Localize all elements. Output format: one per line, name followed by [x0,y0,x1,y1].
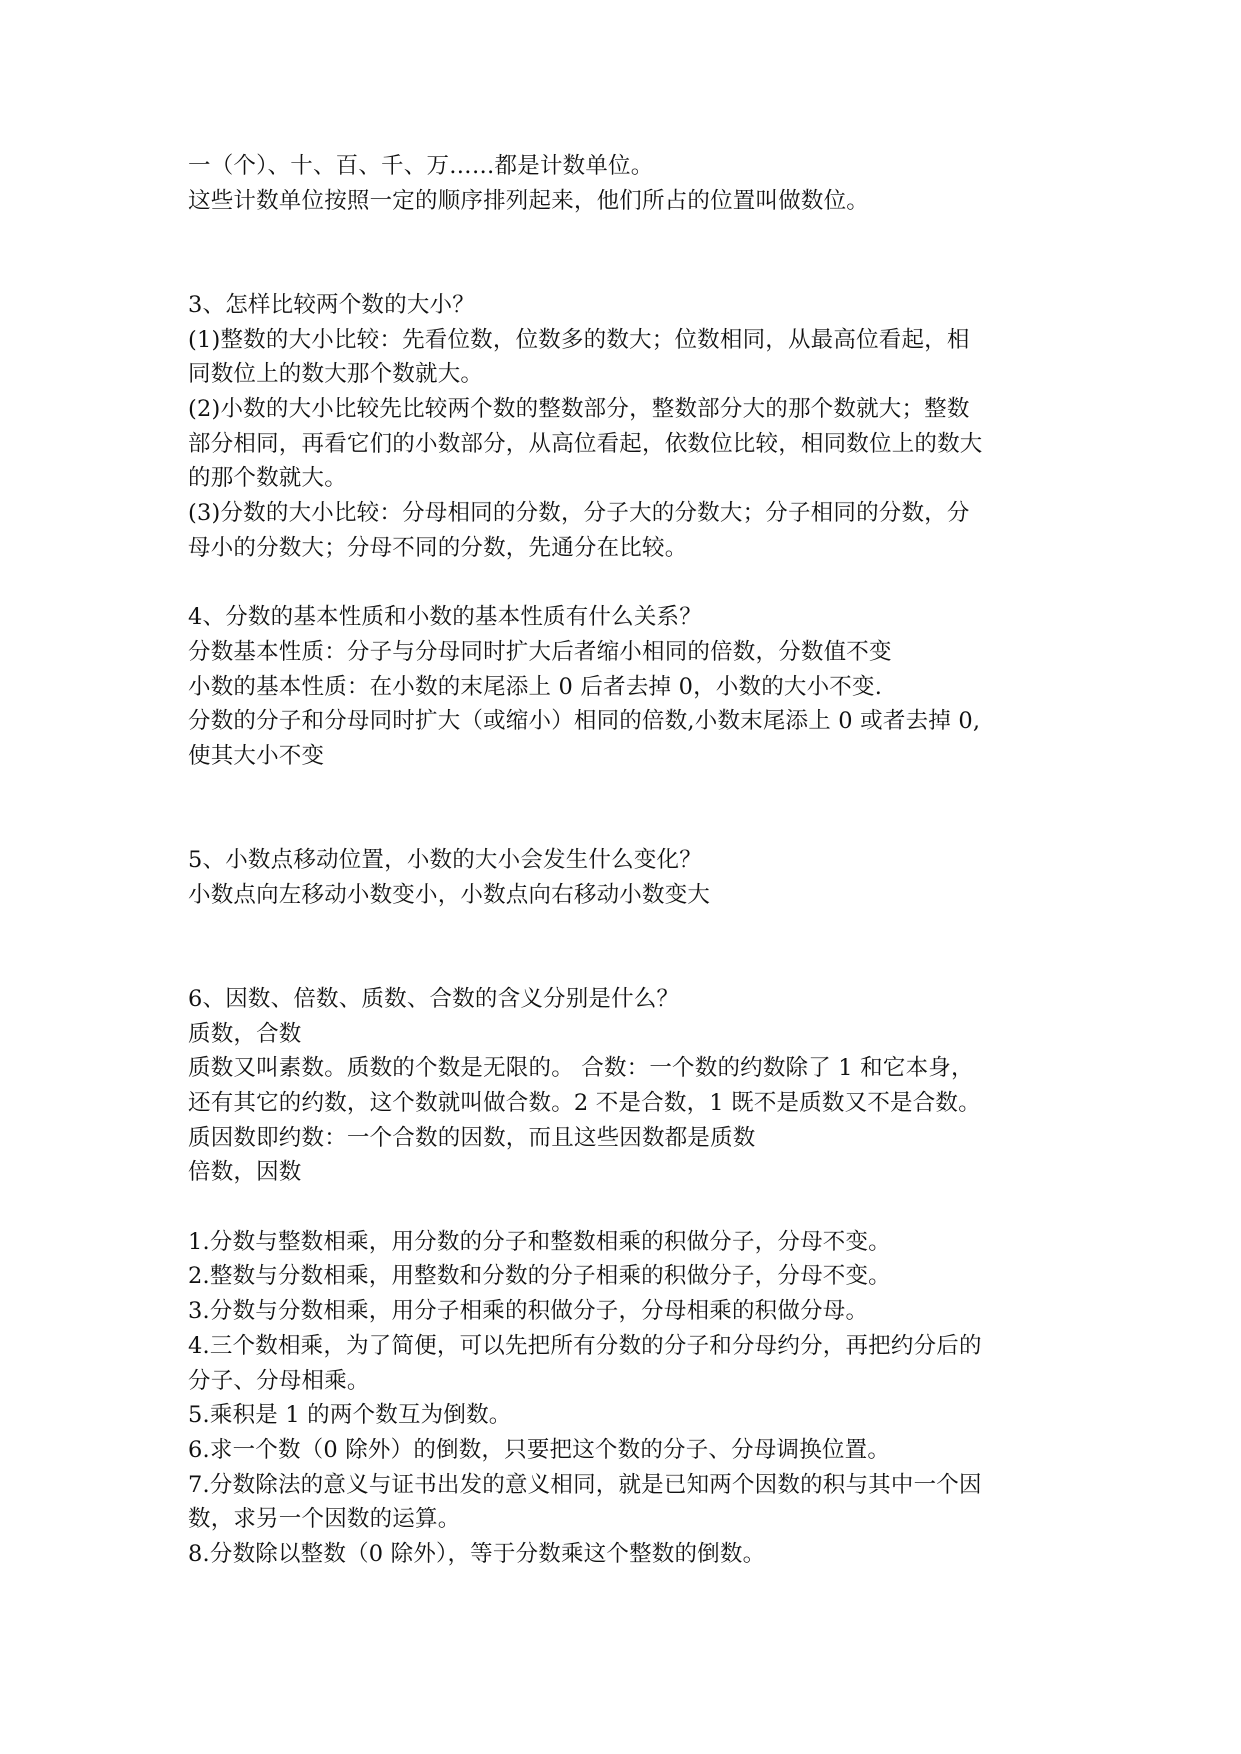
text-line: (1)整数的大小比较：先看位数，位数多的数大；位数相同，从最高位看起，相 [188,326,970,353]
rule-line: 6.求一个数（0 除外）的倒数，只要把这个数的分子、分母调换位置。 [188,1436,891,1463]
text-line: 质数又叫素数。质数的个数是无限的。 合数：一个数的约数除了 1 和它本身， [188,1055,974,1082]
rule-line: 7.分数除法的意义与证书出发的意义相同，就是已知两个因数的积与其中一个因 [188,1471,982,1498]
spacer [188,565,1068,600]
text-line: 母小的分数大；分母不同的分数，先通分在比较。 [188,534,688,561]
text-line: 质因数即约数：一个合数的因数，而且这些因数都是质数 [188,1124,756,1151]
decimal-point-section [188,843,1068,912]
rule-line: 数，求另一个因数的运算。 [188,1506,461,1533]
text-line: (3)分数的大小比较：分母相同的分数，分子大的分数大；分子相同的分数，分 [188,500,970,527]
text-line: 的那个数就大。 [188,465,347,492]
compare-section [188,288,1068,566]
text-line: 倍数，因数 [188,1159,302,1186]
text-line: 小数的基本性质：在小数的末尾添上 0 后者去掉 0，小数的大小不变. [188,673,883,700]
rule-line: 8.分数除以整数（0 除外），等于分数乘这个整数的倒数。 [188,1541,766,1568]
text-line: 还有其它的约数，这个数就叫做合数。2 不是合数，1 既不是质数又不是合数。 [188,1089,981,1116]
text-line: 使其大小不变 [188,742,325,769]
spacer [188,218,1068,287]
properties-section [188,600,1068,774]
text-line: (2)小数的大小比较先比较两个数的整数部分，整数部分大的那个数就大；整数 [188,395,970,422]
rule-line: 1.分数与整数相乘，用分数的分子和整数相乘的积做分子，分母不变。 [188,1228,891,1255]
section-heading: 4、分数的基本性质和小数的基本性质有什么关系？ [188,604,702,631]
section-heading: 6、因数、倍数、质数、合数的含义分别是什么？ [188,985,680,1012]
spacer [188,1190,1068,1225]
text-line: 小数点向左移动小数变小，小数点向右移动小数变大 [188,881,711,908]
text-line: 同数位上的数大那个数就大。 [188,361,484,388]
rule-line: 4.三个数相乘，为了简便，可以先把所有分数的分子和分母约分，再把约分后的 [188,1332,982,1359]
rule-line: 5.乘积是 1 的两个数互为倒数。 [188,1402,512,1429]
rule-line: 2.整数与分数相乘，用整数和分数的分子相乘的积做分子，分母不变。 [188,1263,891,1290]
text-line: 分数的分子和分母同时扩大（或缩小）相同的倍数,小数末尾添上 0 或者去掉 0, [188,708,981,735]
spacer [188,912,1068,981]
rule-line: 分子、分母相乘。 [188,1367,370,1394]
rule-line: 3.分数与分数相乘，用分子相乘的积做分子，分母相乘的积做分母。 [188,1298,869,1325]
text-line: 质数，合数 [188,1020,302,1047]
document-body [188,149,1068,1572]
text-line: 这些计数单位按照一定的顺序排列起来，他们所占的位置叫做数位。 [188,187,870,214]
section-heading: 5、小数点移动位置，小数的大小会发生什么变化？ [188,847,702,874]
section-heading: 3、怎样比较两个数的大小？ [188,291,475,318]
text-line: 分数基本性质：分子与分母同时扩大后者缩小相同的倍数，分数值不变 [188,638,892,665]
factors-section [188,982,1068,1190]
fraction-rules-section [188,1225,1068,1572]
intro-section [188,149,1068,218]
text-line: 一（个）、十、百、千、万……都是计数单位。 [188,153,654,179]
spacer [188,774,1068,843]
text-line: 部分相同，再看它们的小数部分，从高位看起，依数位比较，相同数位上的数大 [188,430,983,457]
